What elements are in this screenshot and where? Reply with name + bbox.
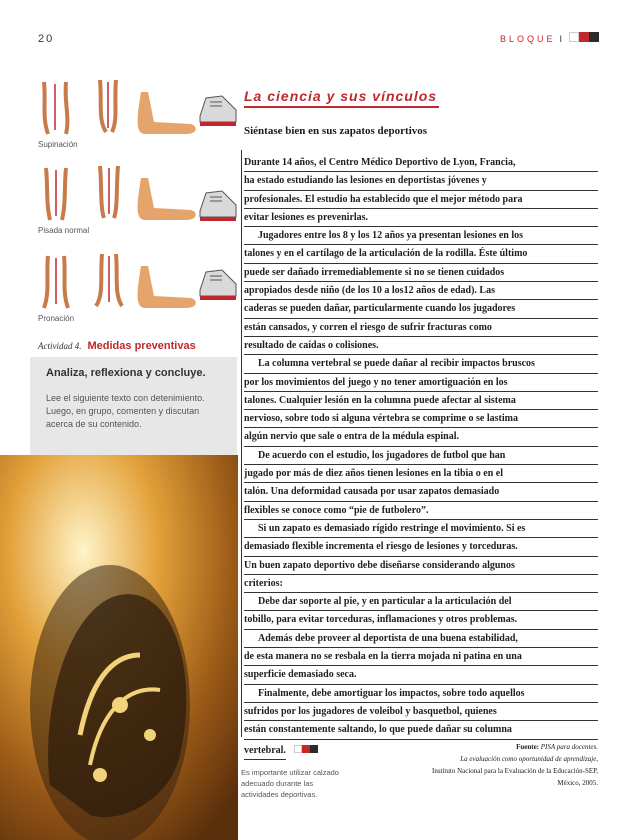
- end-square: [302, 745, 310, 753]
- body-line: de esta manera no se resbala en la tierra mojada ni patina en una: [244, 648, 598, 666]
- body-line: ha estado estudiando las lesiones en deportistas jóvenes y: [244, 172, 598, 190]
- shoe-icon: [196, 266, 240, 304]
- body-line: resultado de caídas o colisiones.: [244, 337, 598, 355]
- block-label-text: BLOQUE: [500, 34, 556, 44]
- body-line: flexibles se conoce como “pie de futbolero”.: [244, 502, 598, 520]
- shoe-icon: [196, 92, 240, 130]
- body-line: De acuerdo con el estudio, los jugadores de futbol que han: [244, 447, 598, 465]
- caption-pronacion: Pronación: [38, 314, 75, 323]
- body-line: Debe dar soporte al pie, y en particular a la articulación del: [244, 593, 598, 611]
- caption-supinacion: Supinación: [38, 140, 78, 149]
- body-line: por los movimientos del juego y no tener amortiguación en los: [244, 374, 598, 392]
- body-line: están constantemente saltando, lo que puede dañar su columna: [244, 721, 598, 739]
- body-line: demasiado flexible incrementa el riesgo de lesiones y torceduras.: [244, 538, 598, 556]
- source-line-4: México, 2005.: [557, 779, 598, 787]
- body-left-rule: [241, 150, 242, 737]
- body-line: puede ser dañado irremediablemente si no se tienen cuidados: [244, 264, 598, 282]
- activity-header: [38, 340, 238, 352]
- body-line: Además debe proveer al deportista de una buena estabilidad,: [244, 630, 598, 648]
- block-number: I: [559, 34, 563, 44]
- body-line: criterios:: [244, 575, 598, 593]
- body-line: Durante 14 años, el Centro Médico Deportivo de Lyon, Francia,: [244, 154, 598, 172]
- body-line: nervioso, sobre todo si alguna vértebra se comprime o se lastima: [244, 410, 598, 428]
- source-line-3: Instituto Nacional para la Evaluación de la Educación-SEP,: [431, 767, 598, 775]
- page-number: 20: [38, 33, 55, 45]
- section-title-underline: [244, 106, 439, 108]
- activity-label: Actividad 4.: [38, 341, 82, 351]
- source-label: Fuente:: [516, 743, 540, 751]
- photo-caption: Es importante utilizar calzado adecuado durante las actividades deportivas.: [241, 768, 339, 799]
- end-squares: [294, 745, 318, 753]
- end-square: [310, 745, 318, 753]
- source-line-2: La evaluación como oportunidad de aprendizaje,: [460, 755, 598, 763]
- body-line: jugado por más de diez años tienen lesiones en la tibia o en el: [244, 465, 598, 483]
- body-line: Si un zapato es demasiado rígido restringe el movimiento. Si es: [244, 520, 598, 538]
- shoe-icon: [196, 187, 240, 225]
- body-line: sufridos por los jugadores de voleibol y basquetbol, quienes: [244, 703, 598, 721]
- body-line: La columna vertebral se puede dañar al recibir impactos bruscos: [244, 355, 598, 373]
- body-line: apropiados desde niño (de los 10 a los12 años de edad). Las: [244, 282, 598, 300]
- section-title: La ciencia y sus vínculos: [244, 88, 438, 104]
- body-line: Un buen zapato deportivo debe diseñarse considerando algunos: [244, 557, 598, 575]
- activity-instructions: Lee el siguiente texto con detenimiento. Luego, en grupo, comenten y discutan acerca de su contenido.: [46, 393, 205, 429]
- activity-title: Medidas preventivas: [87, 340, 196, 352]
- header-squares: [569, 32, 599, 42]
- activity-heading: Analiza, reflexiona y concluye.: [46, 367, 206, 379]
- body-line: tobillo, para evitar torceduras, inflamaciones y otros problemas.: [244, 611, 598, 629]
- body-line: algún nervio que sale o entra de la médula espinal.: [244, 428, 598, 446]
- end-square: [294, 745, 302, 753]
- body-line: profesionales. El estudio ha establecido que el mejor método para: [244, 191, 598, 209]
- article-title: Siéntase bien en sus zapatos deportivos: [244, 125, 428, 137]
- body-line: Jugadores entre los 8 y los 12 años ya presentan lesiones en los: [244, 227, 598, 245]
- body-line: talones y en el cartílago de la articulación de la rodilla. Éste último: [244, 245, 598, 263]
- body-line: evitar lesiones es prevenirlas.: [244, 209, 598, 227]
- body-line: vertebral.: [244, 742, 286, 760]
- square-white: [569, 32, 579, 42]
- article-body: [244, 154, 598, 760]
- body-line: talones. Cualquier lesión en la columna puede afectar al sistema: [244, 392, 598, 410]
- body-line: están cansados, y corren el riesgo de sufrir fracturas como: [244, 319, 598, 337]
- body-line: caderas se pueden dañar, particularmente cuando los jugadores: [244, 300, 598, 318]
- source-ref: PISA para docentes.: [540, 743, 598, 751]
- body-line: Finalmente, debe amortiguar los impactos, sobre todo aquellos: [244, 685, 598, 703]
- square-dark: [589, 32, 599, 42]
- soccer-shoe-photo: [0, 455, 238, 840]
- caption-pisada-normal: Pisada normal: [38, 226, 90, 235]
- block-label: [500, 34, 562, 44]
- square-red: [579, 32, 589, 42]
- body-line: superficie demasiado seca.: [244, 666, 598, 684]
- body-line: talón. Una deformidad causada por usar zapatos demasiado: [244, 483, 598, 501]
- source-citation: [360, 741, 598, 789]
